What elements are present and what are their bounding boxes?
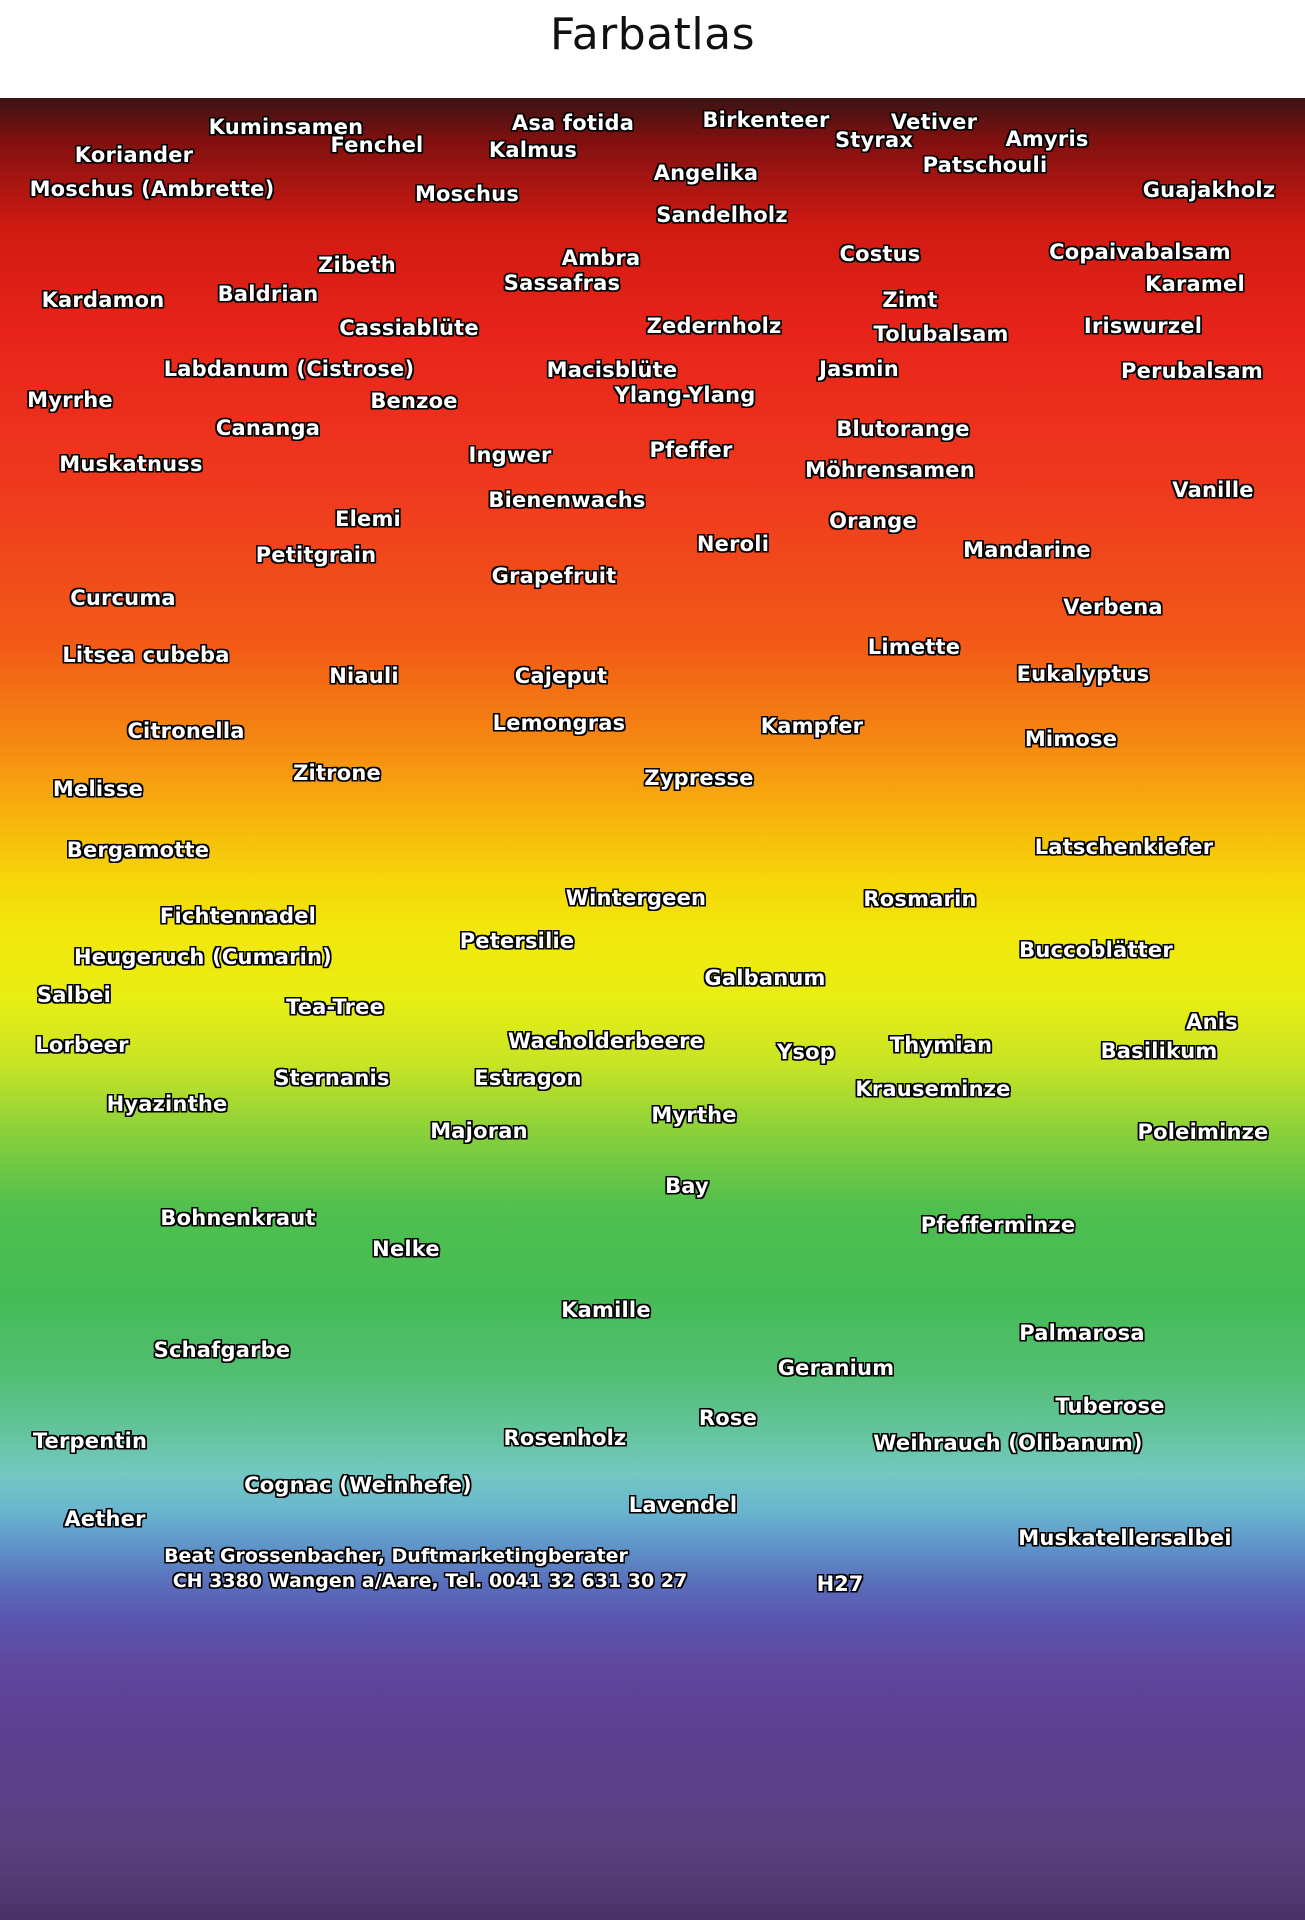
fragrance-label: Rosmarin: [863, 887, 977, 911]
fragrance-label: Citronella: [127, 719, 245, 743]
fragrance-label: Poleiminze: [1137, 1120, 1269, 1144]
fragrance-label: Muskatnuss: [59, 452, 203, 476]
fragrance-label: Amyris: [1005, 127, 1089, 151]
fragrance-label: Moschus (Ambrette): [29, 177, 275, 201]
fragrance-label: Melisse: [52, 777, 144, 801]
fragrance-label: Sandelholz: [656, 203, 788, 227]
page-title: Farbatlas: [549, 9, 756, 60]
fragrance-label: Vetiver: [890, 110, 978, 134]
fragrance-label: Rosenholz: [503, 1426, 627, 1450]
fragrance-label: Nelke: [372, 1237, 440, 1261]
fragrance-label: Lavendel: [628, 1493, 738, 1517]
fragrance-label: Orange: [829, 509, 917, 533]
fragrance-label: Weihrauch (Olibanum): [873, 1431, 1143, 1455]
fragrance-label: Zitrone: [293, 761, 381, 785]
fragrance-label: Bohnenkraut: [160, 1206, 316, 1230]
fragrance-label: Sassafras: [503, 271, 621, 295]
fragrance-label: Myrthe: [651, 1103, 737, 1127]
fragrance-label: Macisblüte: [546, 358, 678, 382]
fragrance-label: Schafgarbe: [153, 1338, 291, 1362]
fragrance-label: Karamel: [1145, 272, 1245, 296]
fragrance-label: Ambra: [561, 246, 641, 270]
fragrance-label: Palmarosa: [1019, 1321, 1145, 1345]
fragrance-label: Limette: [867, 635, 961, 659]
fragrance-label: Blutorange: [836, 417, 970, 441]
fragrance-label: Geranium: [777, 1356, 895, 1380]
fragrance-label: Ylang-Ylang: [614, 383, 756, 407]
fragrance-label: Litsea cubeba: [62, 643, 230, 667]
fragrance-label: Baldrian: [217, 282, 319, 306]
fragrance-label: Sternanis: [274, 1066, 390, 1090]
fragrance-label: Mandarine: [963, 538, 1091, 562]
fragrance-label: Elemi: [335, 507, 401, 531]
fragrance-label: Wacholderbeere: [507, 1029, 705, 1053]
fragrance-label: Neroli: [696, 532, 770, 556]
fragrance-label: Pfefferminze: [920, 1213, 1076, 1237]
fragrance-label: Bergamotte: [66, 838, 210, 862]
fragrance-label: Fenchel: [330, 133, 424, 157]
fragrance-label: Guajakholz: [1142, 178, 1276, 202]
fragrance-label: Majoran: [430, 1119, 528, 1143]
fragrance-label: Bay: [665, 1174, 709, 1198]
fragrance-label: Curcuma: [70, 586, 176, 610]
fragrance-label: Tea-Tree: [285, 995, 385, 1019]
fragrance-label: Grapefruit: [491, 564, 617, 588]
fragrance-label: Pfeffer: [649, 438, 733, 462]
fragrance-label: Buccoblätter: [1019, 938, 1173, 962]
fragrance-label: Fichtennadel: [159, 904, 317, 928]
fragrance-label: Wintergeen: [565, 886, 707, 910]
fragrance-label: Salbei: [36, 983, 112, 1007]
fragrance-label: Jasmin: [819, 357, 899, 381]
fragrance-label: Kuminsamen: [208, 115, 364, 139]
fragrance-label: Cananga: [215, 416, 321, 440]
fragrance-label: Estragon: [474, 1066, 582, 1090]
fragrance-label: Benzoe: [370, 389, 458, 413]
fragrance-label: Krauseminze: [855, 1077, 1011, 1101]
fragrance-label: Cassiablüte: [339, 316, 479, 340]
fragrance-label: Anis: [1186, 1010, 1238, 1034]
fragrance-label: Kardamon: [41, 288, 165, 312]
fragrance-label: Angelika: [653, 161, 759, 185]
fragrance-label: Thymian: [889, 1033, 993, 1057]
fragrance-label: Mimose: [1024, 727, 1118, 751]
fragrance-label: Costus: [839, 242, 921, 266]
fragrance-label: Lemongras: [492, 711, 626, 735]
color-atlas: [0, 98, 1305, 1920]
sheet-code: H27: [816, 1572, 864, 1596]
fragrance-label: Muskatellersalbei: [1018, 1526, 1232, 1550]
fragrance-label: Basilikum: [1100, 1039, 1218, 1063]
fragrance-label: Zedernholz: [646, 314, 782, 338]
fragrance-label: Bienenwachs: [488, 488, 646, 512]
fragrance-label: Cajeput: [514, 664, 608, 688]
fragrance-label: Koriander: [74, 143, 194, 167]
fragrance-label: Ysop: [777, 1040, 835, 1064]
fragrance-label: Kalmus: [488, 138, 578, 162]
fragrance-label: Asa fotida: [511, 111, 635, 135]
fragrance-label: Kampfer: [760, 714, 864, 738]
fragrance-label: Heugeruch (Cumarin): [74, 945, 332, 969]
fragrance-label: Styrax: [834, 128, 914, 152]
fragrance-label: Galbanum: [704, 966, 826, 990]
fragrance-label: Kamille: [561, 1298, 651, 1322]
fragrance-label: Labdanum (Cistrose): [163, 357, 415, 381]
fragrance-label: Iriswurzel: [1083, 314, 1203, 338]
fragrance-label: Birkenteer: [702, 108, 830, 132]
fragrance-label: Cognac (Weinhefe): [244, 1473, 472, 1497]
fragrance-label: Verbena: [1063, 595, 1163, 619]
fragrance-label: Patschouli: [922, 153, 1048, 177]
fragrance-label: Ingwer: [468, 443, 552, 467]
fragrance-label: Tuberose: [1055, 1394, 1165, 1418]
fragrance-label: Petitgrain: [255, 543, 377, 567]
fragrance-label: Möhrensamen: [805, 458, 975, 482]
fragrance-label: Zimt: [882, 288, 938, 312]
fragrance-label: Hyazinthe: [106, 1092, 228, 1116]
fragrance-label: Tolubalsam: [873, 322, 1009, 346]
fragrance-label: Petersilie: [459, 929, 575, 953]
fragrance-label: Eukalyptus: [1016, 662, 1150, 686]
fragrance-label: Copaivabalsam: [1049, 240, 1231, 264]
fragrance-label: Zypresse: [644, 766, 754, 790]
fragrance-label: Perubalsam: [1121, 359, 1263, 383]
fragrance-label: Moschus: [414, 182, 520, 206]
fragrance-label: Latschenkiefer: [1034, 835, 1214, 859]
fragrance-label: Vanille: [1172, 478, 1254, 502]
fragrance-label: Zibeth: [318, 253, 396, 277]
footer-line-1: Beat Grossenbacher, Duftmarketingberater: [164, 1545, 628, 1567]
fragrance-label: Lorbeer: [35, 1033, 129, 1057]
fragrance-label: Rose: [698, 1406, 758, 1430]
fragrance-label: Myrrhe: [27, 388, 113, 412]
fragrance-label: Niauli: [329, 664, 399, 688]
fragrance-label: Aether: [64, 1507, 146, 1531]
footer-line-2: CH 3380 Wangen a/Aare, Tel. 0041 32 631 30 27: [172, 1570, 688, 1592]
fragrance-label: Terpentin: [32, 1429, 148, 1453]
